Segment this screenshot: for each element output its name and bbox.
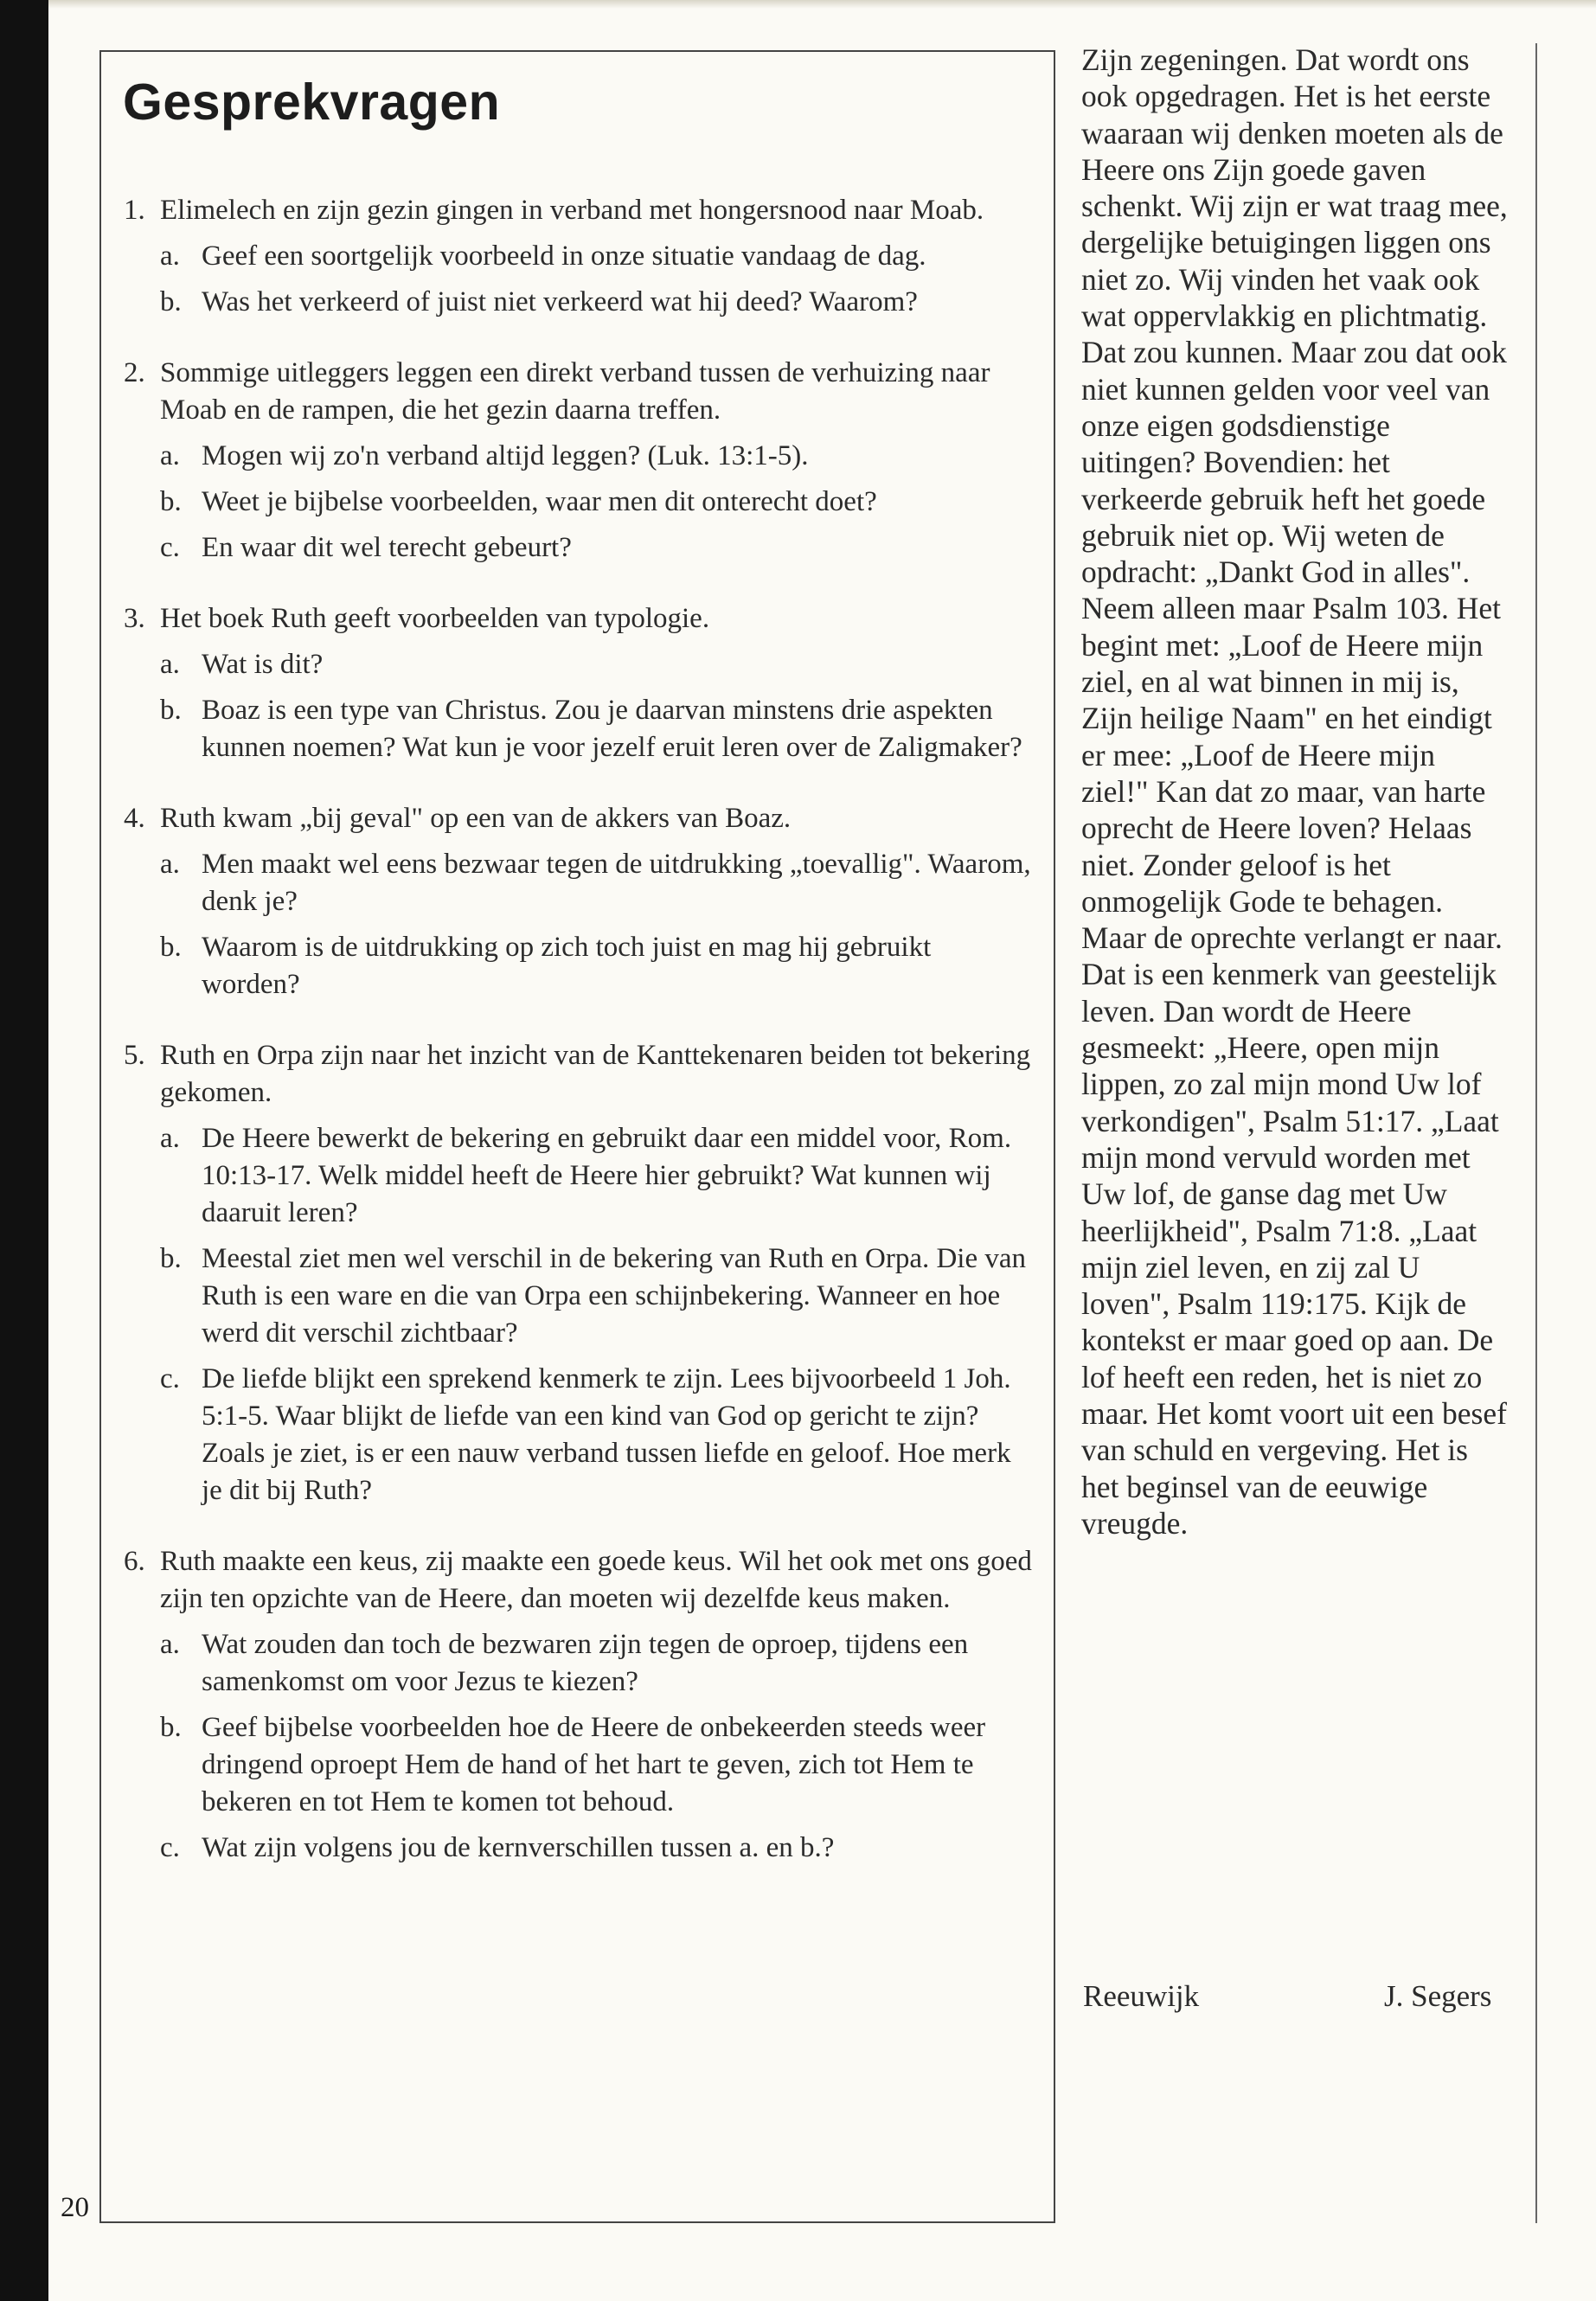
sub-question-item bbox=[160, 1120, 1034, 1232]
sub-question-text: Men maakt wel eens bezwaar tegen de uitdrukking „toevallig". Waarom, denk je? bbox=[202, 849, 1031, 917]
sub-question-text: En waar dit wel terecht gebeurt? bbox=[202, 532, 572, 563]
signature-place: Reeuwijk bbox=[1083, 1979, 1200, 2013]
question-text: Het boek Ruth geeft voorbeelden van typologie. bbox=[160, 603, 710, 634]
sub-question-text: Boaz is een type van Christus. Zou je daarvan minstens drie aspekten kunnen noemen? Wat kun je voor jezelf eruit leren over de Zaligmaker? bbox=[202, 695, 1022, 763]
question-item bbox=[117, 1543, 1034, 1867]
signature-author: J. Segers bbox=[1384, 1979, 1492, 2013]
sub-question-item bbox=[160, 484, 1034, 521]
question-number: 1. bbox=[124, 195, 145, 226]
question-number: 2. bbox=[124, 357, 145, 388]
sub-question-item bbox=[160, 1830, 1034, 1867]
sub-question-item bbox=[160, 1361, 1034, 1509]
sub-question-letter: a. bbox=[160, 240, 180, 272]
sub-question-text: Geef een soortgelijk voorbeeld in onze situatie vandaag de dag. bbox=[202, 240, 926, 272]
page-number: 20 bbox=[61, 2192, 89, 2223]
sub-question-item bbox=[160, 284, 1034, 321]
question-item bbox=[117, 600, 1034, 766]
sub-question-item bbox=[160, 646, 1034, 683]
question-item bbox=[117, 1037, 1034, 1509]
sub-question-list bbox=[160, 1626, 1034, 1867]
sub-question-text: Wat is dit? bbox=[202, 649, 324, 680]
sub-question-text: Mogen wij zo'n verband altijd leggen? (Luk. 13:1-5). bbox=[202, 440, 809, 471]
question-number: 5. bbox=[124, 1040, 145, 1071]
question-text: Ruth maakte een keus, zij maakte een goede keus. Wil het ook met ons goed zijn ten opzichte van de Heere, dan moeten wij dezelfde keus maken. bbox=[160, 1546, 1032, 1614]
sub-question-item bbox=[160, 1240, 1034, 1352]
sub-question-item bbox=[160, 529, 1034, 567]
question-text: Sommige uitleggers leggen een direkt verband tussen de verhuizing naar Moab en de rampen, die het gezin daarna treffen. bbox=[160, 357, 990, 426]
scan-border bbox=[0, 0, 48, 2301]
sub-question-text: De Heere bewerkt de bekering en gebruikt daar een middel voor, Rom. 10:13-17. Welk middel heeft de Heere hier gebruikt? Wat kunnen wij daaruit leren? bbox=[202, 1123, 1012, 1228]
question-item bbox=[117, 355, 1034, 567]
sub-question-list bbox=[160, 1120, 1034, 1509]
question-item bbox=[117, 800, 1034, 1003]
sub-question-letter: b. bbox=[160, 932, 182, 963]
sub-question-letter: b. bbox=[160, 695, 182, 726]
sub-question-item bbox=[160, 692, 1034, 766]
question-number: 3. bbox=[124, 603, 145, 634]
sub-question-list bbox=[160, 646, 1034, 766]
sub-question-letter: b. bbox=[160, 286, 182, 317]
sub-question-item bbox=[160, 1626, 1034, 1701]
sub-question-letter: a. bbox=[160, 440, 180, 471]
sub-question-text: Was het verkeerd of juist niet verkeerd wat hij deed? Waarom? bbox=[202, 286, 918, 317]
question-list bbox=[117, 192, 1034, 1900]
sub-question-item bbox=[160, 238, 1034, 275]
sub-question-text: Wat zijn volgens jou de kernverschillen tussen a. en b.? bbox=[202, 1832, 835, 1863]
sub-question-letter: a. bbox=[160, 1629, 180, 1660]
box-title: Gesprekvragen bbox=[123, 74, 501, 131]
sub-question-text: Waarom is de uitdrukking op zich toch juist en mag hij gebruikt worden? bbox=[202, 932, 932, 1000]
sub-question-letter: b. bbox=[160, 1243, 182, 1274]
side-column-text: Zijn zegeningen. Dat wordt ons ook opgedragen. Het is het eerste waaraan wij denken moeten als de Heere ons Zijn goede gaven schenkt. Wij zijn er wat traag mee, dergelijke betuigingen liggen ons niet zo. Wij vinden het vaak ook wat oppervlakkig en plichtmatig. Dat zou kunnen. Maar zou dat ook niet kunnen gelden voor veel van onze eigen godsdienstige uitingen? Bovendien: het verkeerde gebruik heft het goede gebruik niet op. Wij weten de opdracht: „Dankt God in alles". Neem alleen maar Psalm 103. Het begint met: „Loof de Heere mijn ziel, en al wat binnen in mij is, Zijn heilige Naam" en het eindigt er mee: „Loof de Heere mijn ziel!" Kan dat zo maar, van harte oprecht de Heere loven? Helaas niet. Zonder geloof is het onmogelijk Gode te behagen. Maar de oprechte verlangt er naar. Dat is een kenmerk van geestelijk leven. Dan wordt de Heere gesmeekt: „Heere, open mijn lippen, zo zal mijn mond Uw lof verkondigen", Psalm 51:17. „Laat mijn mond vervuld worden met Uw lof, de ganse dag met Uw heerlijkheid", Psalm 71:8. „Laat mijn ziel leven, en zij zal U loven", Psalm 119:175. Kijk de kontekst er maar goed op aan. De lof heeft een reden, het is niet zo maar. Het komt voort uit een besef van schuld en vergeving. Het is het beginsel van de eeuwige vreugde. bbox=[1081, 42, 1508, 1541]
question-item bbox=[117, 192, 1034, 321]
sub-question-item bbox=[160, 846, 1034, 920]
sub-question-text: Geef bijbelse voorbeelden hoe de Heere de onbekeerden steeds weer dringend oproept Hem de hand of het hart te geven, zich tot Hem te bekeren en tot Hem te komen tot behoud. bbox=[202, 1712, 986, 1817]
sub-question-list bbox=[160, 846, 1034, 1003]
scan-top-edge bbox=[48, 0, 1596, 9]
sub-question-list bbox=[160, 238, 1034, 321]
sub-question-item bbox=[160, 929, 1034, 1003]
sub-question-item bbox=[160, 1709, 1034, 1821]
question-text: Elimelech en zijn gezin gingen in verband met hongersnood naar Moab. bbox=[160, 195, 984, 226]
sub-question-letter: b. bbox=[160, 1712, 182, 1743]
sub-question-list bbox=[160, 438, 1034, 567]
question-text: Ruth en Orpa zijn naar het inzicht van de Kanttekenaren beiden tot bekering gekomen. bbox=[160, 1040, 1031, 1108]
question-number: 6. bbox=[124, 1546, 145, 1577]
sub-question-letter: c. bbox=[160, 532, 180, 563]
question-number: 4. bbox=[124, 803, 145, 834]
sub-question-letter: a. bbox=[160, 649, 180, 680]
sub-question-letter: a. bbox=[160, 849, 180, 880]
sub-question-letter: a. bbox=[160, 1123, 180, 1154]
question-text: Ruth kwam „bij geval" op een van de akkers van Boaz. bbox=[160, 803, 792, 834]
sub-question-text: Wat zouden dan toch de bezwaren zijn tegen de oproep, tijdens een samenkomst om voor Jezus te kiezen? bbox=[202, 1629, 969, 1697]
sub-question-item bbox=[160, 438, 1034, 475]
sub-question-text: Meestal ziet men wel verschil in de bekering van Ruth en Orpa. Die van Ruth is een ware en die van Orpa een schijnbekering. Wanneer en hoe werd dit verschil zichtbaar? bbox=[202, 1243, 1027, 1349]
sub-question-letter: c. bbox=[160, 1832, 180, 1863]
sub-question-text: De liefde blijkt een sprekend kenmerk te zijn. Lees bijvoorbeeld 1 Joh. 5:1-5. Waar blijkt de liefde van een kind van God op gericht te zijn? Zoals je ziet, is er een nauw verband tussen liefde en geloof. Hoe merk je dit bij Ruth? bbox=[202, 1363, 1011, 1506]
column-rule bbox=[1535, 43, 1537, 2223]
sub-question-text: Weet je bijbelse voorbeelden, waar men dit onterecht doet? bbox=[202, 486, 877, 517]
sub-question-letter: c. bbox=[160, 1363, 180, 1394]
sub-question-letter: b. bbox=[160, 486, 182, 517]
